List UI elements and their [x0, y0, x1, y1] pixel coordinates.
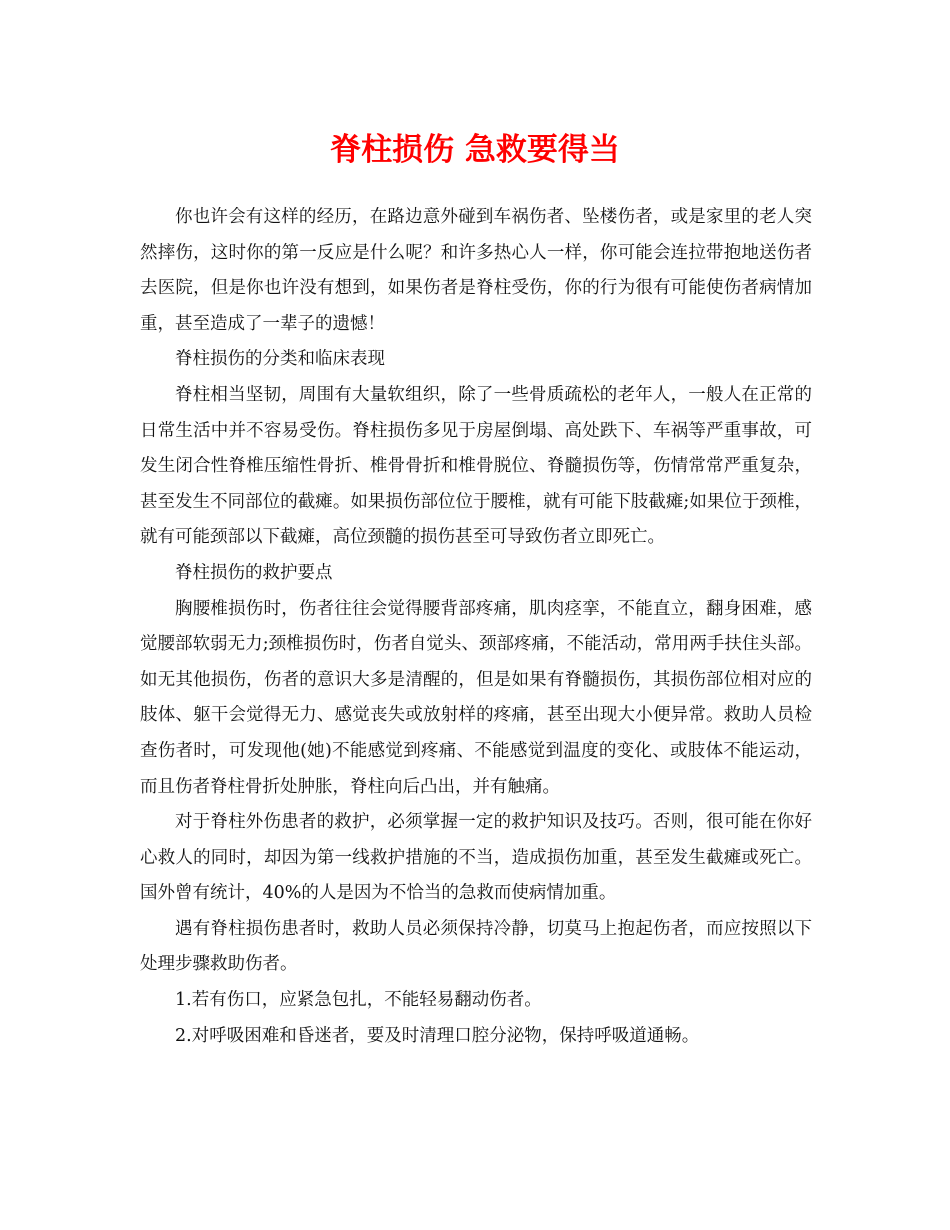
- list-item-step-2: 2.对呼吸困难和昏迷者，要及时清理口腔分泌物，保持呼吸道通畅。: [175, 1025, 700, 1046]
- paragraph-symptoms: 胸腰椎损伤时，伤者往往会觉得腰背部疼痛，肌肉痉挛，不能直立，翻身困难，感觉腰部软弱无力;颈椎损伤时，伤者自觉头、颈部疼痛，不能活动，常用两手扶住头部。如无其他损伤，伤者的意识大多是清醒的，但是如果有脊髓损伤，其损伤部位相对应的肢体、躯干会觉得无力、感觉丧失或放射样的疼痛，甚至出现大小便异常。救助人员检查伤者时，可发现他(她)不能感觉到疼痛、不能感觉到温度的变化、或肢体不能运动，而且伤者脊柱骨折处肿胀，脊柱向后凸出，并有触痛。: [140, 598, 812, 797]
- paragraph-intro: 你也许会有这样的经历，在路边意外碰到车祸伤者、坠楼伤者，或是家里的老人突然摔伤，这时你的第一反应是什么呢？和许多热心人一样，你可能会连拉带抱地送伤者去医院，但是你也许没有想到，如果伤者是脊柱受伤，你的行为很有可能使伤者病情加重，甚至造成了一辈子的遗憾！: [140, 207, 812, 334]
- paragraph-steps-intro: 遇有脊柱损伤患者时，救助人员必须保持冷静，切莫马上抱起伤者，而应按照以下处理步骤救助伤者。: [140, 918, 812, 975]
- document-title: 脊柱损伤 急救要得当: [330, 132, 620, 168]
- section-heading-classification: 脊柱损伤的分类和临床表现: [175, 349, 385, 370]
- paragraph-classification: 脊柱相当坚韧，周围有大量软组织，除了一些骨质疏松的老年人，一般人在正常的日常生活中并不容易受伤。脊柱损伤多见于房屋倒塌、高处跌下、车祸等严重事故，可发生闭合性脊椎压缩性骨折、椎骨骨折和椎骨脱位、脊髓损伤等，伤情常常严重复杂，甚至发生不同部位的截瘫。如果损伤部位位于腰椎，就有可能下肢截瘫;如果位于颈椎，就有可能颈部以下截瘫，高位颈髓的损伤甚至可导致伤者立即死亡。: [140, 384, 812, 548]
- document-body: [140, 200, 812, 1054]
- paragraph-knowledge: 对于脊柱外伤患者的救护，必须掌握一定的救护知识及技巧。否则，很可能在你好心救人的同时，却因为第一线救护措施的不当，造成损伤加重，甚至发生截瘫或死亡。国外曾有统计，40%的人是因为不恰当的急救而使病情加重。: [140, 812, 812, 904]
- list-item-step-1: 1.若有伤口，应紧急包扎，不能轻易翻动伤者。: [175, 990, 542, 1011]
- section-heading-rescue: 脊柱损伤的救护要点: [175, 562, 333, 583]
